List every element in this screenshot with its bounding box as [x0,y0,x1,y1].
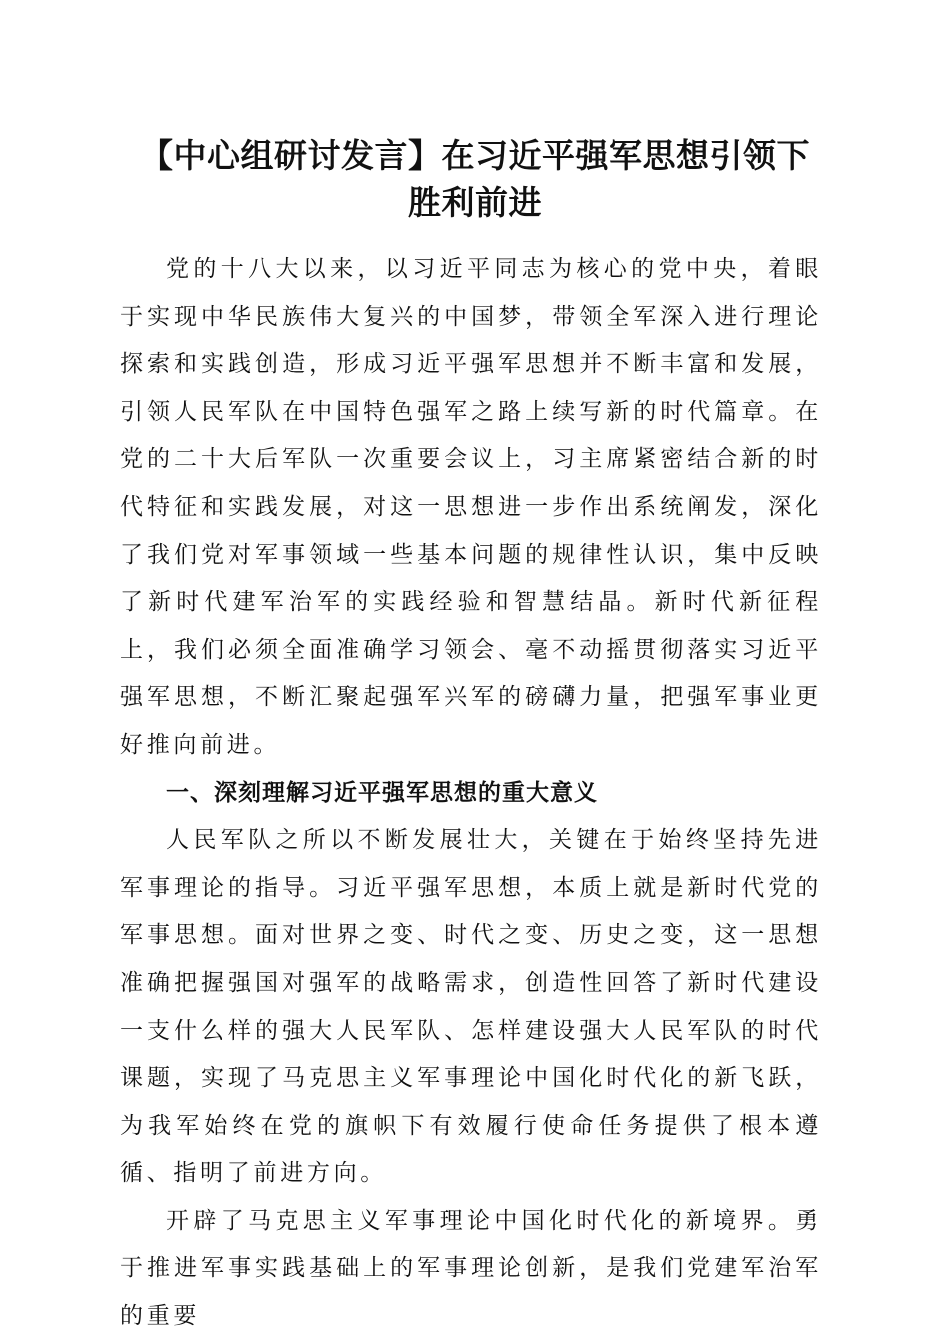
body-paragraph-intro: 党的十八大以来，以习近平同志为核心的党中央，着眼于实现中华民族伟大复兴的中国梦，带领全军深入进行理论探索和实践创造，形成习近平强军思想并不断丰富和发展，引领人民军队在中国特色强军之路上续写新的时代篇章。在党的二十大后军队一次重要会议上，习主席紧密结合新的时代特征和实践发展，对这一思想进一步作出系统阐发，深化了我们党对军事领域一些基本问题的规律性认识，集中反映了新时代建军治军的实践经验和智慧结晶。新时代新征程上，我们必须全面准确学习领会、毫不动摇贯彻落实习近平强军思想，不断汇聚起强军兴军的磅礴力量，把强军事业更好推向前进。 [120,256,822,758]
document-title-line-1: 【中心组研讨发言】在习近平强军思想引领下 [140,136,810,175]
body-paragraph-significance: 人民军队之所以不断发展壮大，关键在于始终坚持先进军事理论的指导。习近平强军思想，本质上就是新时代党的军事思想。面对世界之变、时代之变、历史之变，这一思想准确把握强国对强军的战略需求，创造性回答了新时代建设一支什么样的强大人民军队、怎样建设强大人民军队的时代课题，实现了马克思主义军事理论中国化时代化的新飞跃，为我军始终在党的旗帜下有效履行使命任务提供了根本遵循、指明了前进方向。 [120,827,822,1187]
document-title [100,132,850,226]
document-body [120,246,822,1341]
section-heading-1: 一、深刻理解习近平强军思想的重大意义 [166,779,598,806]
document-title-line-2: 胜利前进 [408,183,542,222]
body-paragraph-new-realm: 开辟了马克思主义军事理论中国化时代化的新境界。勇于推进军事实践基础上的军事理论创新，是我们党建军治军的重要 [120,1207,822,1330]
